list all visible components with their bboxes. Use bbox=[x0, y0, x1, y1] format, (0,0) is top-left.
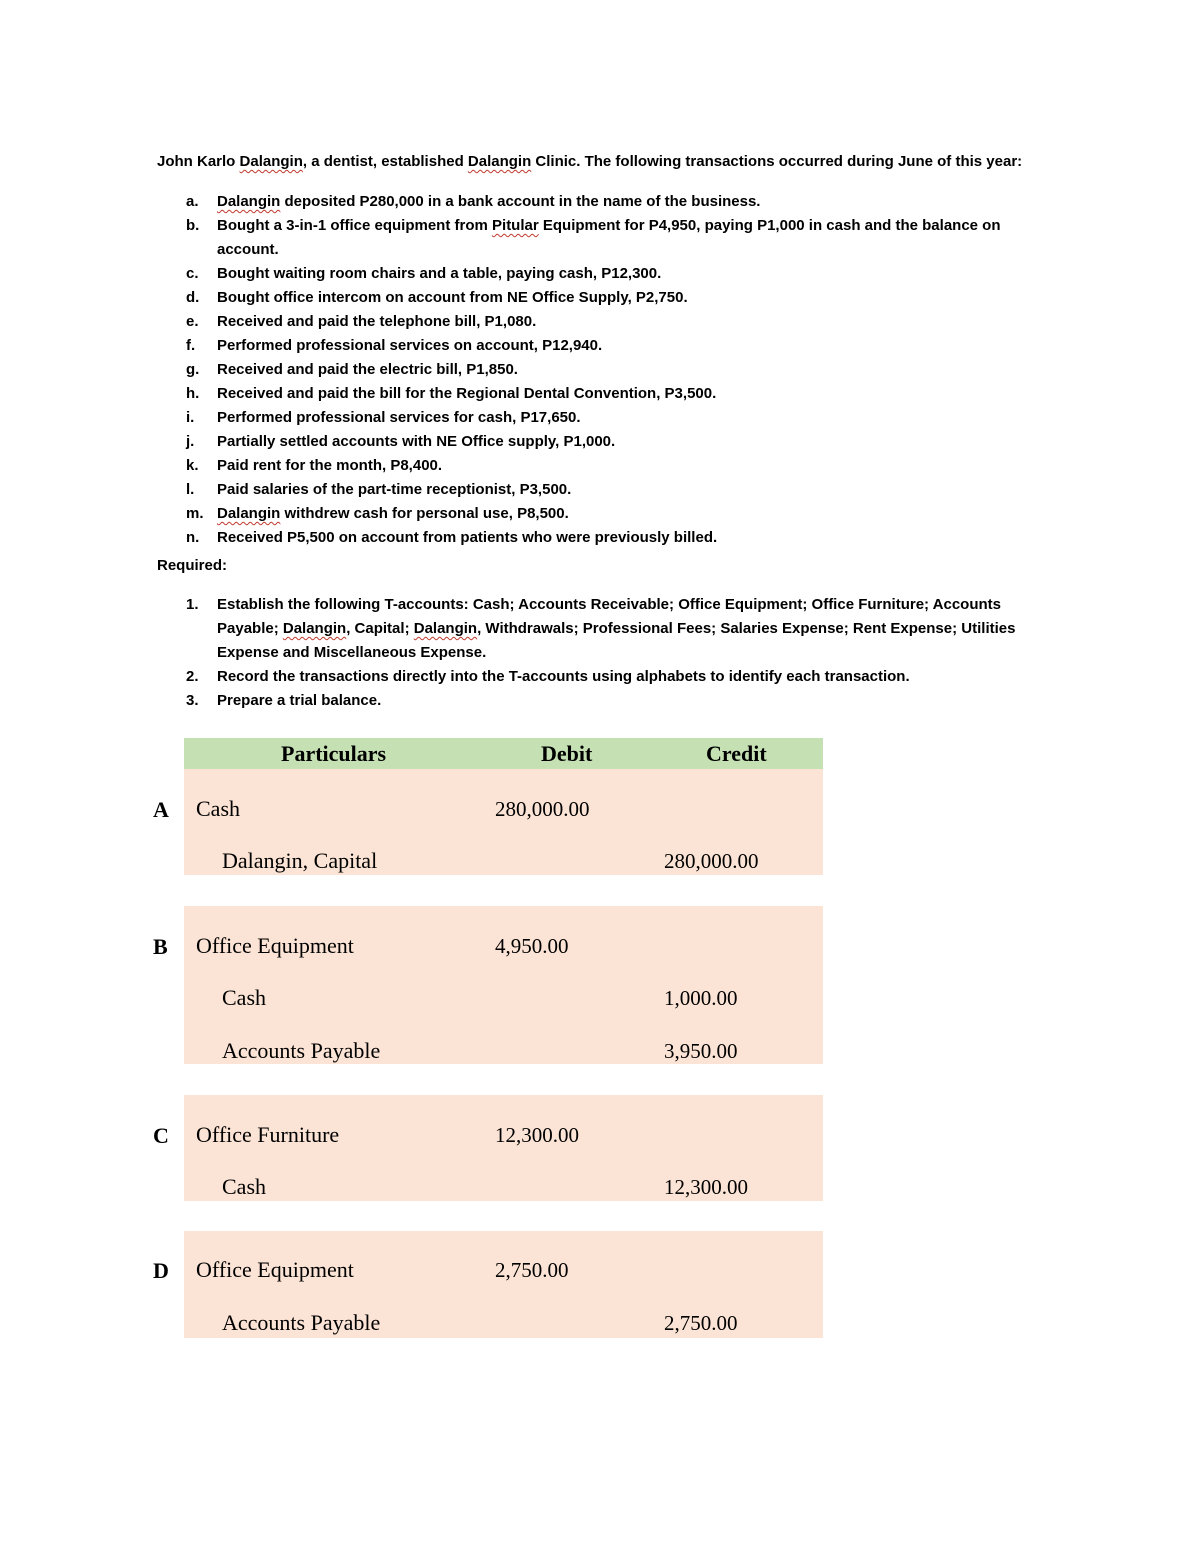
transaction-item bbox=[186, 286, 1046, 310]
header-debit: Debit bbox=[541, 741, 593, 766]
debit-amount: 2,750.00 bbox=[495, 1258, 569, 1282]
item-text: Performed professional services for cash, P17,650. bbox=[217, 409, 581, 426]
credit-account: Cash bbox=[222, 985, 266, 1010]
header-particulars: Particulars bbox=[281, 741, 387, 766]
required-label: Required: bbox=[157, 557, 228, 574]
transaction-item bbox=[186, 190, 1046, 214]
required-item bbox=[186, 689, 1036, 713]
item-text: Record the transactions directly into the T-accounts using alphabets to identify each transaction. bbox=[217, 668, 910, 685]
transaction-item bbox=[186, 358, 1046, 382]
intro-paragraph bbox=[157, 153, 1157, 170]
intro-name: Dalangin bbox=[467, 153, 532, 170]
debit-amount: 280,000.00 bbox=[495, 797, 590, 821]
transaction-item bbox=[186, 502, 1046, 526]
item-text: deposited P280,000 in a bank account in the name of the business. bbox=[280, 193, 761, 210]
header-credit: Credit bbox=[706, 741, 767, 766]
item-text: Prepare a trial balance. bbox=[217, 692, 382, 709]
item-name: Dalangin bbox=[413, 620, 478, 637]
item-text: Partially settled accounts with NE Office supply, P1,000. bbox=[217, 433, 616, 450]
transaction-list bbox=[186, 190, 1046, 550]
item-marker: m. bbox=[186, 505, 204, 522]
debit-account: Cash bbox=[196, 796, 240, 821]
required-list bbox=[186, 593, 1036, 713]
item-name: Dalangin bbox=[217, 505, 281, 522]
item-text: Paid salaries of the part-time receptionist, P3,500. bbox=[217, 481, 572, 498]
transaction-item bbox=[186, 310, 1046, 334]
required-item bbox=[186, 665, 1036, 689]
transaction-item bbox=[186, 334, 1046, 358]
journal-entry bbox=[184, 1231, 823, 1338]
item-marker: c. bbox=[186, 265, 199, 282]
item-marker: 3. bbox=[186, 692, 199, 709]
item-marker: 2. bbox=[186, 668, 199, 685]
entry-letter: D bbox=[153, 1258, 169, 1283]
item-marker: f. bbox=[186, 337, 196, 354]
credit-amount: 280,000.00 bbox=[664, 849, 759, 873]
debit-amount: 4,950.00 bbox=[495, 934, 569, 958]
journal-entry bbox=[184, 906, 823, 1064]
item-marker: b. bbox=[186, 217, 200, 234]
item-text: Bought a 3-in-1 office equipment from bbox=[217, 217, 493, 234]
item-marker: k. bbox=[186, 457, 199, 474]
item-text: Received and paid the electric bill, P1,850. bbox=[217, 361, 518, 378]
journal-entry bbox=[184, 1095, 823, 1201]
credit-account: Accounts Payable bbox=[222, 1038, 381, 1063]
intro-text: Clinic. The following transactions occurred during June of this year: bbox=[531, 153, 1023, 170]
entry-letter: B bbox=[153, 934, 168, 959]
item-marker: e. bbox=[186, 313, 199, 330]
credit-amount: 2,750.00 bbox=[664, 1311, 738, 1335]
item-text: , Withdrawals; Professional Fees; Salaries Expense; Rent Expense; Utilities Expense and Miscellaneous Expense. bbox=[217, 620, 1016, 661]
item-marker: d. bbox=[186, 289, 200, 306]
intro-text: John Karlo bbox=[157, 153, 240, 170]
credit-account: Cash bbox=[222, 1174, 266, 1199]
item-marker: n. bbox=[186, 529, 200, 546]
item-name: Pitular bbox=[492, 217, 539, 234]
item-text: Paid rent for the month, P8,400. bbox=[217, 457, 443, 474]
intro-text: , a dentist, established bbox=[302, 153, 468, 170]
transaction-item bbox=[186, 382, 1046, 406]
item-marker: l. bbox=[186, 481, 195, 498]
transaction-item bbox=[186, 526, 1046, 550]
intro-name: Dalangin bbox=[239, 153, 303, 170]
entry-letter: A bbox=[153, 797, 169, 822]
entry-letter: C bbox=[153, 1123, 169, 1148]
item-marker: h. bbox=[186, 385, 200, 402]
credit-amount: 3,950.00 bbox=[664, 1039, 738, 1063]
transaction-item bbox=[186, 262, 1046, 286]
item-text: Received and paid the bill for the Regional Dental Convention, P3,500. bbox=[217, 385, 717, 402]
item-text: Received P5,500 on account from patients who were previously billed. bbox=[217, 529, 718, 546]
journal-entry bbox=[184, 769, 823, 875]
item-text: Performed professional services on account, P12,940. bbox=[217, 337, 603, 354]
debit-account: Office Equipment bbox=[196, 1257, 354, 1282]
item-text: Bought waiting room chairs and a table, paying cash, P12,300. bbox=[217, 265, 662, 282]
item-name: Dalangin bbox=[282, 620, 347, 637]
debit-account: Office Furniture bbox=[196, 1122, 340, 1147]
item-text: Received and paid the telephone bill, P1,080. bbox=[217, 313, 537, 330]
item-marker: 1. bbox=[186, 596, 199, 613]
transaction-item bbox=[186, 406, 1046, 430]
item-text: Bought office intercom on account from NE Office Supply, P2,750. bbox=[217, 289, 688, 306]
required-item bbox=[186, 593, 1036, 665]
item-marker: a. bbox=[186, 193, 199, 210]
transaction-item bbox=[186, 454, 1046, 478]
credit-account: Accounts Payable bbox=[222, 1310, 381, 1335]
item-text: Establish the following T-accounts: Cash; Accounts Receivable; Office Equipment; Office Furniture; Accounts Payable; bbox=[217, 596, 1001, 637]
transaction-item bbox=[186, 214, 1046, 262]
item-name: Dalangin bbox=[217, 193, 281, 210]
item-text: withdrew cash for personal use, P8,500. bbox=[280, 505, 569, 522]
table-header bbox=[184, 738, 823, 769]
item-marker: j. bbox=[186, 433, 195, 450]
item-marker: i. bbox=[186, 409, 195, 426]
credit-amount: 1,000.00 bbox=[664, 986, 738, 1010]
credit-account: Dalangin, Capital bbox=[222, 848, 378, 873]
item-marker: g. bbox=[186, 361, 200, 378]
transaction-item bbox=[186, 478, 1046, 502]
item-text: , Capital; bbox=[346, 620, 414, 637]
debit-amount: 12,300.00 bbox=[495, 1123, 579, 1147]
credit-amount: 12,300.00 bbox=[664, 1175, 748, 1199]
item-text: Equipment for P4,950, paying P1,000 in cash and the balance on account. bbox=[217, 217, 1001, 258]
debit-account: Office Equipment bbox=[196, 933, 354, 958]
transaction-item bbox=[186, 430, 1046, 454]
